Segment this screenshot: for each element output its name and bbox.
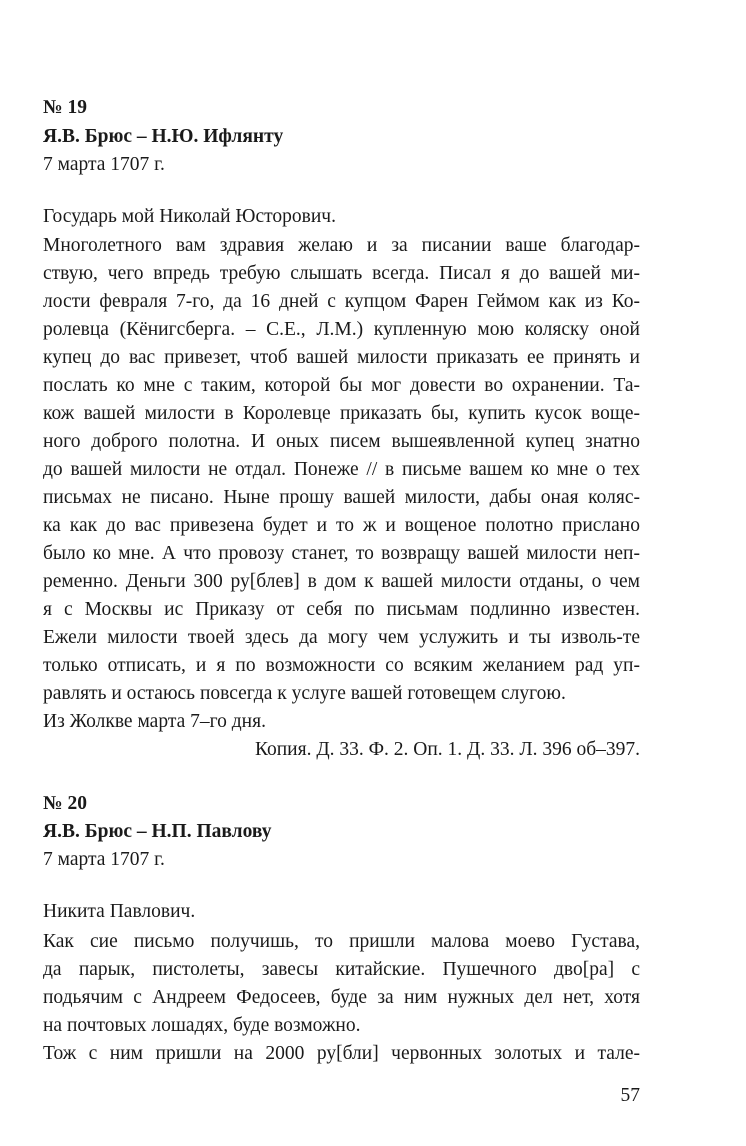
doc19-line: Многолетного вам здравия желаю и за писании ваше благодар-	[43, 235, 640, 256]
doc19-line: Ежели милости твоей здесь да могу чем услужить и ты изволь-те	[43, 627, 640, 648]
doc19-line: лости февраля 7-го, да 16 дней с купцом Фарен Геймом как из Ко-	[43, 291, 640, 312]
doc19-line: только отписать, и я по возможности со всяким желанием рад уп-	[43, 655, 640, 676]
doc20-line: Как сие письмо получишь, то пришли малова моево Густава,	[43, 931, 640, 952]
doc20-line: на почтовых лошадях, буде возможно.	[43, 1015, 361, 1036]
doc19-line: ствую, чего впредь требую слышать всегда. Писал я до вашей ми-	[43, 263, 640, 284]
doc19-date: 7 марта 1707 г.	[43, 154, 165, 175]
doc19-closing: Из Жолкве марта 7–го дня.	[43, 711, 266, 732]
doc19-line: ка как до вас привезена будет и то ж и вощеное полотно прислано	[43, 515, 640, 536]
doc20-date: 7 марта 1707 г.	[43, 849, 165, 870]
doc20-salutation: Никита Павлович.	[43, 901, 196, 922]
doc19-line: было ко мне. А что провозу станет, то возвращу вашей милости неп-	[43, 543, 640, 564]
doc19-title: Я.В. Брюс – Н.Ю. Ифлянту	[43, 126, 284, 147]
doc19-line: кож вашей милости в Королевце приказать бы, купить кусок вощe-	[43, 403, 640, 424]
doc19-line: купец до вас привезет, чтоб вашей милости приказать ее принять и	[43, 347, 640, 368]
doc20-title: Я.В. Брюс – Н.П. Павлову	[43, 821, 272, 842]
doc20-line: Тож с ним пришли на 2000 ру[бли] червонных золотых и тале-	[43, 1043, 640, 1064]
doc19-line: ролевца (Кёнигсберга. – С.Е., Л.М.) купленную мою коляску оной	[43, 319, 640, 340]
doc19-line: до вашей милости не отдал. Понеже // в письме вашем ко мне о тех	[43, 459, 640, 480]
doc19-salutation: Государь мой Николай Юсторович.	[43, 206, 336, 227]
doc19-line: послать ко мне с таким, которой бы мог довести во охранении. Та-	[43, 375, 640, 396]
doc19-line: письмах не писано. Ныне прошу вашей милости, дабы оная коляс-	[43, 487, 640, 508]
doc20-number: № 20	[43, 793, 87, 814]
page-number: 57	[620, 1085, 640, 1106]
doc19-source: Копия. Д. 33. Ф. 2. Оп. 1. Д. 33. Л. 396 об–397.	[254, 739, 640, 760]
doc20-line: да парык, пистолеты, завесы китайские. Пушечного дво[ра] с	[43, 959, 640, 980]
doc19-line: ременно. Деньги 300 ру[блев] в дом к вашей милости отданы, о чем	[43, 571, 640, 592]
doc19-line: равлять и остаюсь повсегда к услуге вашей готовещем слугою.	[43, 683, 566, 704]
doc19-line: я с Москвы ис Приказу от себя по письмам подлинно известен.	[43, 599, 640, 620]
doc19-number: № 19	[43, 97, 87, 118]
doc19-line: ного доброго полотна. И оных писем вышеявленной купец знатно	[43, 431, 640, 452]
doc20-line: подьячим с Андреем Федосеев, буде за ним нужных дел нет, хотя	[43, 987, 640, 1008]
